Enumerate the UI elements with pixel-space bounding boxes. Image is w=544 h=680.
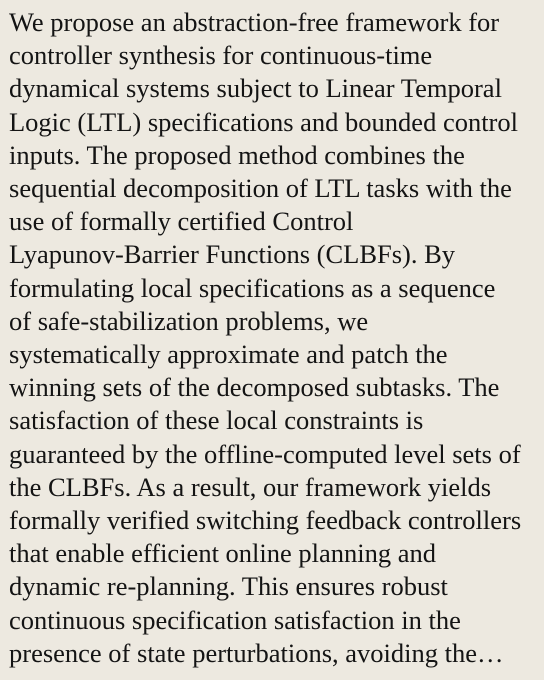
text-line: formulating local specifications as a sequence [9,272,496,303]
text-line: inputs. The proposed method combines the [9,139,465,170]
abstract-paragraph [9,6,539,670]
text-line: systematically approximate and patch the [9,339,448,370]
text-line: We propose an abstraction-free framework for [9,7,500,37]
text-line: presence of state perturbations, avoiding the… [9,637,504,668]
text-line: sequential decomposition of LTL tasks with the [9,173,512,204]
text-line: Lyapunov-Barrier Functions (CLBFs). By [9,239,456,270]
text-line: use of formally certified Control [9,206,354,237]
text-line: satisfaction of these local constraints is [9,405,424,436]
text-line: winning sets of the decomposed subtasks. The [9,372,500,403]
text-line: guaranteed by the offline-computed level sets of [9,438,521,469]
text-line: Logic (LTL) specifications and bounded control [9,106,518,137]
text-line: dynamic re-planning. This ensures robust [9,571,448,602]
text-line: the CLBFs. As a result, our framework yields [9,471,492,502]
text-line: dynamical systems subject to Linear Temporal [9,73,502,104]
text-line: formally verified switching feedback controllers [9,505,522,536]
text-line: controller synthesis for continuous-time [9,40,433,71]
text-line: of safe-stabilization problems, we [9,305,369,336]
text-line: continuous specification satisfaction in the [9,604,461,635]
text-line: that enable efficient online planning and [9,538,437,569]
